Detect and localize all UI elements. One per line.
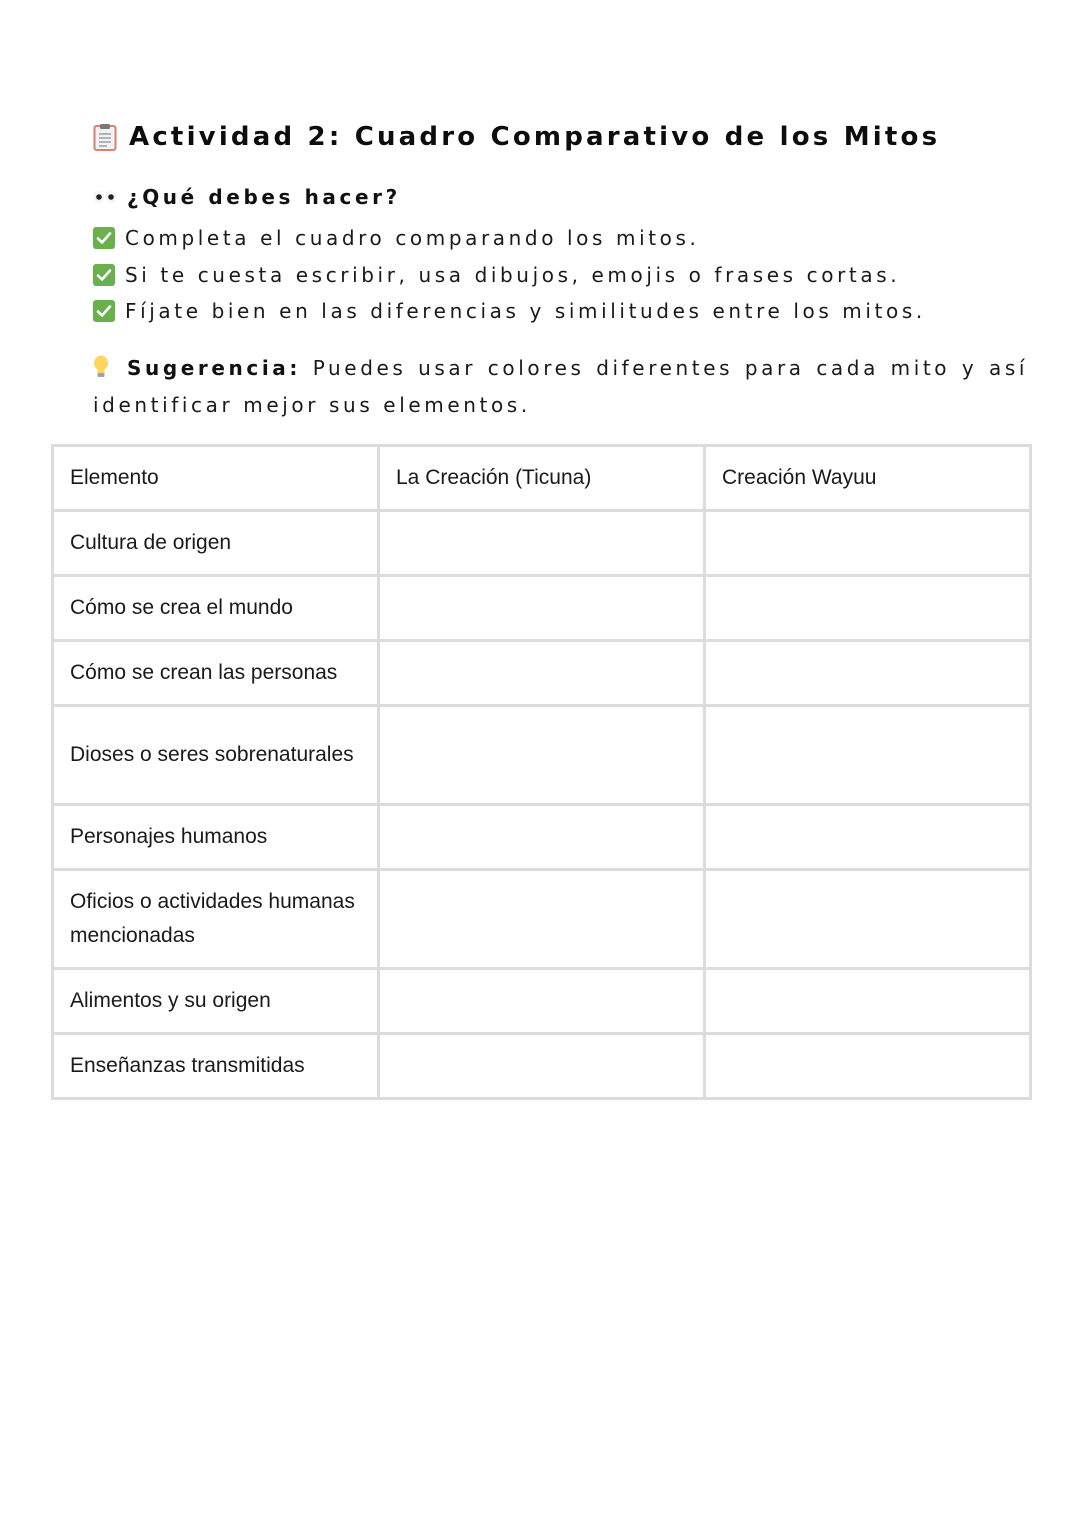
table-row: [53, 805, 1031, 870]
row-label: Cultura de origen: [53, 511, 379, 576]
instruction-text: Completa el cuadro comparando los mitos.: [125, 226, 700, 251]
table-row: [53, 1034, 1031, 1099]
check-mark-button-icon: [93, 227, 115, 249]
wayuu-cell[interactable]: [705, 805, 1031, 870]
wayuu-cell[interactable]: [705, 706, 1031, 805]
comparison-table: [51, 444, 1032, 1100]
clipboard-icon: [93, 123, 117, 151]
instruction-item: [93, 257, 926, 294]
table-row: [53, 870, 1031, 969]
header-cell-element: Elemento: [53, 446, 379, 511]
row-label: Cómo se crea el mundo: [53, 576, 379, 641]
instruction-item: [93, 220, 926, 257]
table-row: [53, 641, 1031, 706]
instructions-heading: [93, 185, 401, 209]
ticuna-cell[interactable]: [379, 969, 705, 1034]
activity-title: [93, 122, 940, 152]
row-label: Alimentos y su origen: [53, 969, 379, 1034]
light-bulb-icon: [93, 354, 109, 378]
header-cell-wayuu: Creación Wayuu: [705, 446, 1031, 511]
ticuna-cell[interactable]: [379, 1034, 705, 1099]
activity-title-text: Actividad 2: Cuadro Comparativo de los Mitos: [129, 122, 941, 152]
instructions-list: [93, 220, 926, 330]
row-label: Personajes humanos: [53, 805, 379, 870]
row-label: Enseñanzas transmitidas: [53, 1034, 379, 1099]
wayuu-cell[interactable]: [705, 870, 1031, 969]
tip-paragraph: [93, 350, 1028, 424]
ticuna-cell[interactable]: [379, 706, 705, 805]
tip-text: Puedes usar colores diferentes para cada mito y así identificar mejor sus elementos.: [93, 356, 1028, 417]
wayuu-cell[interactable]: [705, 576, 1031, 641]
wayuu-cell[interactable]: [705, 969, 1031, 1034]
table-row: [53, 576, 1031, 641]
ticuna-cell[interactable]: [379, 576, 705, 641]
row-label: Oficios o actividades humanas mencionadas: [53, 870, 379, 969]
header-cell-ticuna: La Creación (Ticuna): [379, 446, 705, 511]
tip-label: Sugerencia:: [127, 356, 301, 380]
instruction-text: Si te cuesta escribir, usa dibujos, emojis o frases cortas.: [125, 262, 901, 287]
wayuu-cell[interactable]: [705, 641, 1031, 706]
table-row: [53, 511, 1031, 576]
ticuna-cell[interactable]: [379, 870, 705, 969]
check-mark-button-icon: [93, 264, 115, 286]
instruction-item: [93, 293, 926, 330]
ticuna-cell[interactable]: [379, 805, 705, 870]
ticuna-cell[interactable]: [379, 511, 705, 576]
wayuu-cell[interactable]: [705, 511, 1031, 576]
row-label: Cómo se crean las personas: [53, 641, 379, 706]
eyes-icon: [93, 185, 117, 209]
row-label: Dioses o seres sobrenaturales: [53, 706, 379, 805]
ticuna-cell[interactable]: [379, 641, 705, 706]
instructions-heading-text: ¿Qué debes hacer?: [127, 185, 401, 209]
wayuu-cell[interactable]: [705, 1034, 1031, 1099]
check-mark-button-icon: [93, 300, 115, 322]
table-header-row: [53, 446, 1031, 511]
table-row: [53, 969, 1031, 1034]
table-row: [53, 706, 1031, 805]
instruction-text: Fíjate bien en las diferencias y similitudes entre los mitos.: [125, 299, 926, 324]
